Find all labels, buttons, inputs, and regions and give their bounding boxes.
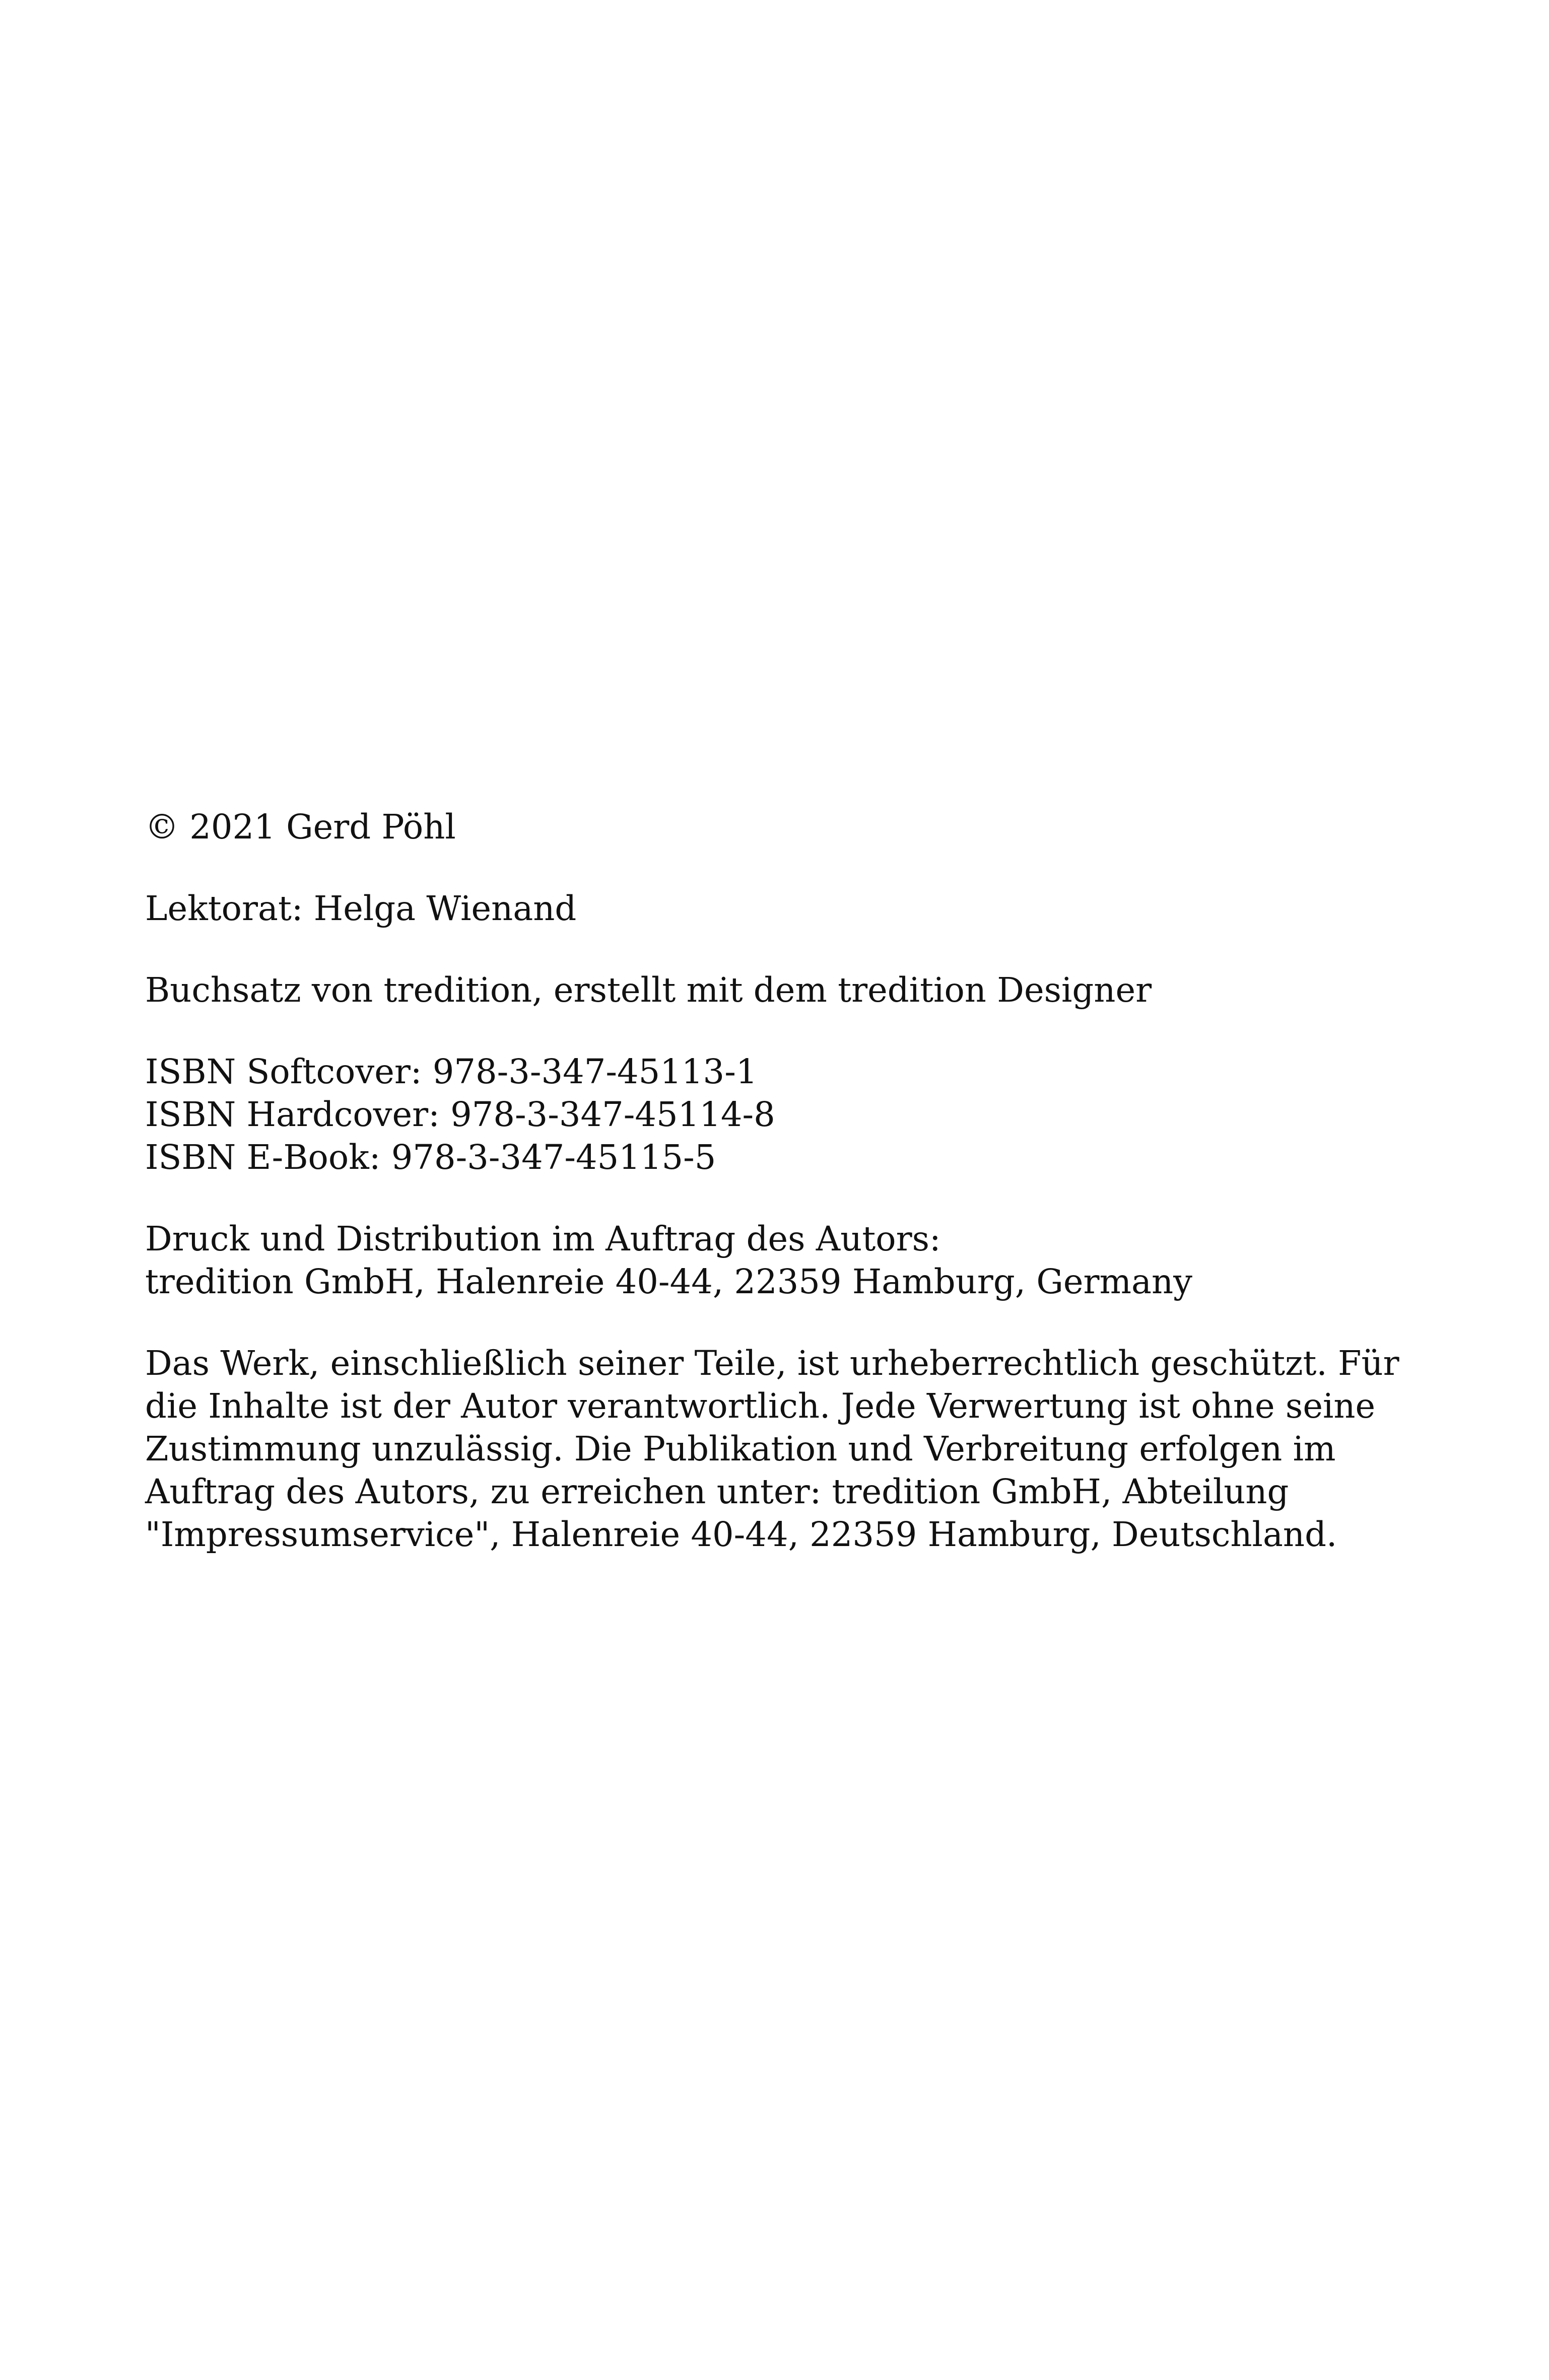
typesetting-block bbox=[145, 969, 1404, 1012]
legal-notice-line: Auftrag des Autors, zu erreichen unter: tredition GmbH, Abteilung bbox=[145, 1472, 1289, 1511]
legal-notice-line: "Impressumservice", Halenreie 40-44, 22359 Hamburg, Deutschland. bbox=[145, 1515, 1337, 1554]
typesetting-credit: Buchsatz von tredition, erstellt mit dem tredition Designer bbox=[145, 970, 1152, 1010]
copyright-line: © 2021 Gerd Pöhl bbox=[145, 807, 456, 847]
distribution-line: Druck und Distribution im Auftrag des Autors: bbox=[145, 1219, 941, 1258]
publisher-address: tredition GmbH, Halenreie 40-44, 22359 Hamburg, Germany bbox=[145, 1262, 1192, 1301]
imprint-text bbox=[145, 806, 1404, 1595]
isbn-softcover: ISBN Softcover: 978-3-347-45113-1 bbox=[145, 1052, 758, 1091]
editing-credit: Lektorat: Helga Wienand bbox=[145, 889, 577, 928]
isbn-ebook: ISBN E-Book: 978-3-347-45115-5 bbox=[145, 1138, 716, 1177]
copyright-block bbox=[145, 806, 1404, 849]
legal-notice-line: Das Werk, einschließlich seiner Teile, ist urheberrechtlich geschützt. Für bbox=[145, 1344, 1399, 1383]
legal-notice-block bbox=[145, 1342, 1404, 1556]
editing-block bbox=[145, 887, 1404, 930]
isbn-hardcover: ISBN Hardcover: 978-3-347-45114-8 bbox=[145, 1095, 775, 1134]
distribution-block bbox=[145, 1218, 1404, 1303]
isbn-block bbox=[145, 1051, 1404, 1179]
legal-notice-line: Zustimmung unzulässig. Die Publikation und Verbreitung erfolgen im bbox=[145, 1429, 1336, 1468]
legal-notice-line: die Inhalte ist der Autor verantwortlich. Jede Verwertung ist ohne seine bbox=[145, 1386, 1376, 1426]
